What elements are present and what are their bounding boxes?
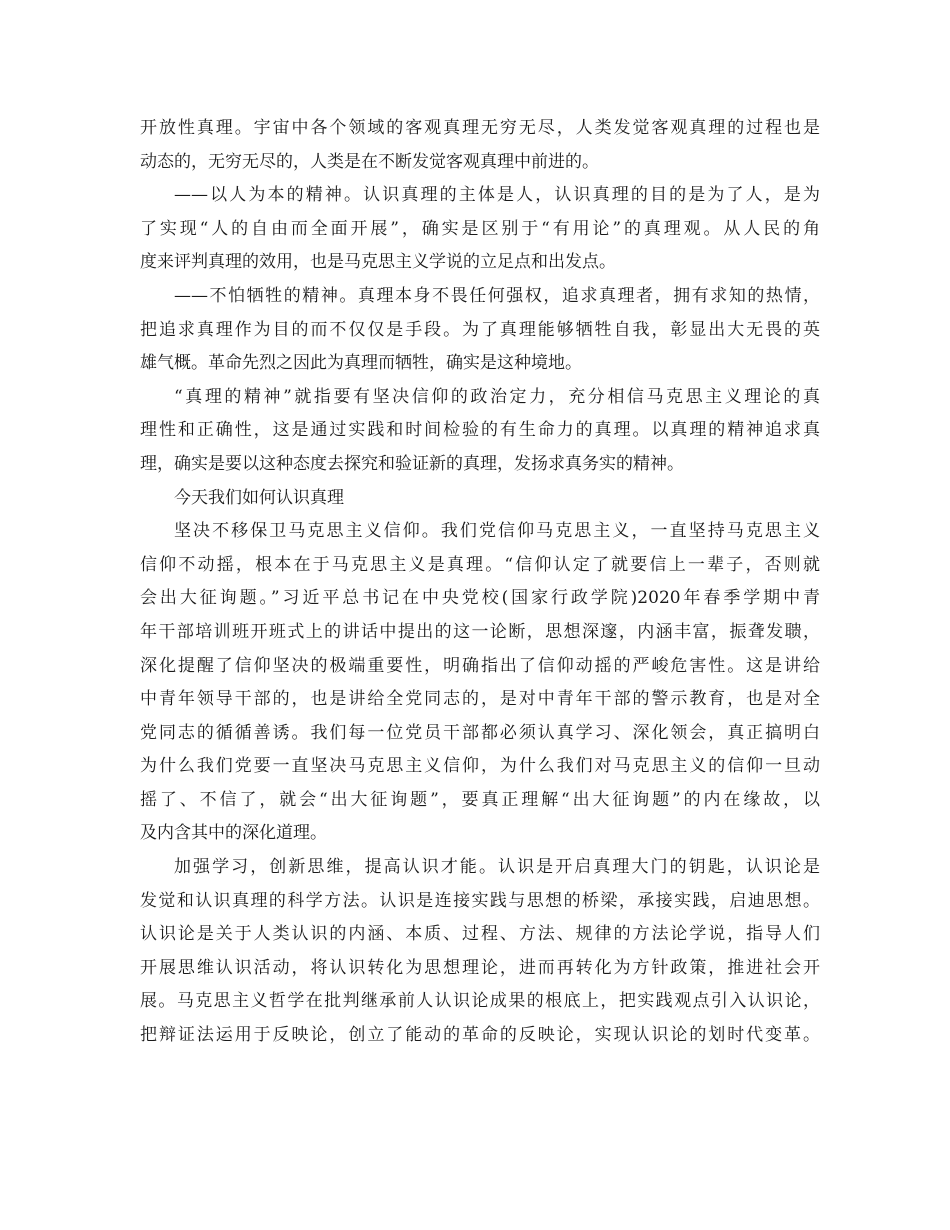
paragraph-line: 理性和正确性，这是通过实践和时间检验的有生命力的真理。以真理的精神追求真 xyxy=(140,420,820,441)
paragraph-line: 雄气概。革命先烈之因此为真理而牺牲，确实是这种境地。 xyxy=(140,353,582,374)
paragraph-line: 为什么我们党要一直坚决马克思主义信仰，为什么我们对马克思主义的信仰一旦动 xyxy=(140,756,820,777)
paragraph-line: 开放性真理。宇宙中各个领域的客观真理无穷无尽，人类发觉客观真理的过程也是 xyxy=(140,118,820,138)
paragraph-line: 摇了、不信了，就会“出大征询题”，要真正理解“出大征询题”的内在缘故，以 xyxy=(140,789,820,810)
document-body xyxy=(140,112,820,1053)
paragraph-line: 把辩证法运用于反映论，创立了能动的革命的反映论，实现认识论的划时代变革。 xyxy=(140,1025,820,1046)
paragraph-line: 认识论是关于人类认识的内涵、本质、过程、方法、规律的方法论学说，指导人们 xyxy=(140,924,820,945)
paragraph-line: 理，确实是要以这种态度去探究和验证新的真理，发扬求真务实的精神。 xyxy=(140,453,684,474)
paragraph-line: “真理的精神”就指要有坚决信仰的政治定力，充分相信马克思主义理论的真 xyxy=(174,386,820,407)
paragraph-line: 开展思维认识活动，将认识转化为思想理论，进而再转化为方针政策，推进社会开 xyxy=(140,957,820,978)
paragraph-line: 展。马克思主义哲学在批判继承前人认识论成果的根底上，把实践观点引入认识论， xyxy=(140,991,820,1012)
paragraph-line: 了实现“人的自由而全面开展”，确实是区别于“有用论”的真理观。从人民的角 xyxy=(140,218,820,239)
paragraph-line: 年干部培训班开班式上的讲话中提出的这一论断，思想深邃，内涵丰富，振聋发聩， xyxy=(140,621,820,642)
paragraph-line: 会出大征询题。”习近平总书记在中央党校(国家行政学院)2020年春季学期中青 xyxy=(140,588,820,609)
paragraph-line: 党同志的循循善诱。我们每一位党员干部都必须认真学习、深化领会，真正搞明白 xyxy=(140,722,820,743)
paragraph-line: ——不怕牺牲的精神。真理本身不畏任何强权，追求真理者，拥有求知的热情， xyxy=(174,285,820,306)
paragraph-line: 动态的，无穷无尽的，人类是在不断发觉客观真理中前进的。 xyxy=(140,151,599,172)
paragraph-line: 及内含其中的深化道理。 xyxy=(140,823,327,844)
paragraph-line: 加强学习，创新思维，提高认识才能。认识是开启真理大门的钥匙，认识论是 xyxy=(174,857,820,878)
paragraph-line: 信仰不动摇，根本在于马克思主义是真理。“信仰认定了就要信上一辈子，否则就 xyxy=(140,554,820,575)
paragraph-line: 把追求真理作为目的而不仅仅是手段。为了真理能够牺牲自我，彰显出大无畏的英 xyxy=(140,319,820,340)
paragraph-line: 发觉和认识真理的科学方法。认识是连接实践与思想的桥梁，承接实践，启迪思想。 xyxy=(140,890,820,911)
paragraph-line: 中青年领导干部的，也是讲给全党同志的，是对中青年干部的警示教育，也是对全 xyxy=(140,689,820,710)
paragraph-line: 坚决不移保卫马克思主义信仰。我们党信仰马克思主义，一直坚持马克思主义 xyxy=(174,521,820,542)
paragraph-line: 度来评判真理的效用，也是马克思主义学说的立足点和出发点。 xyxy=(140,252,616,273)
paragraph-line: 深化提醒了信仰坚决的极端重要性，明确指出了信仰动摇的严峻危害性。这是讲给 xyxy=(140,655,820,676)
paragraph-line: ——以人为本的精神。认识真理的主体是人，认识真理的目的是为了人，是为 xyxy=(174,185,820,206)
section-heading: 今天我们如何认识真理 xyxy=(174,487,344,508)
